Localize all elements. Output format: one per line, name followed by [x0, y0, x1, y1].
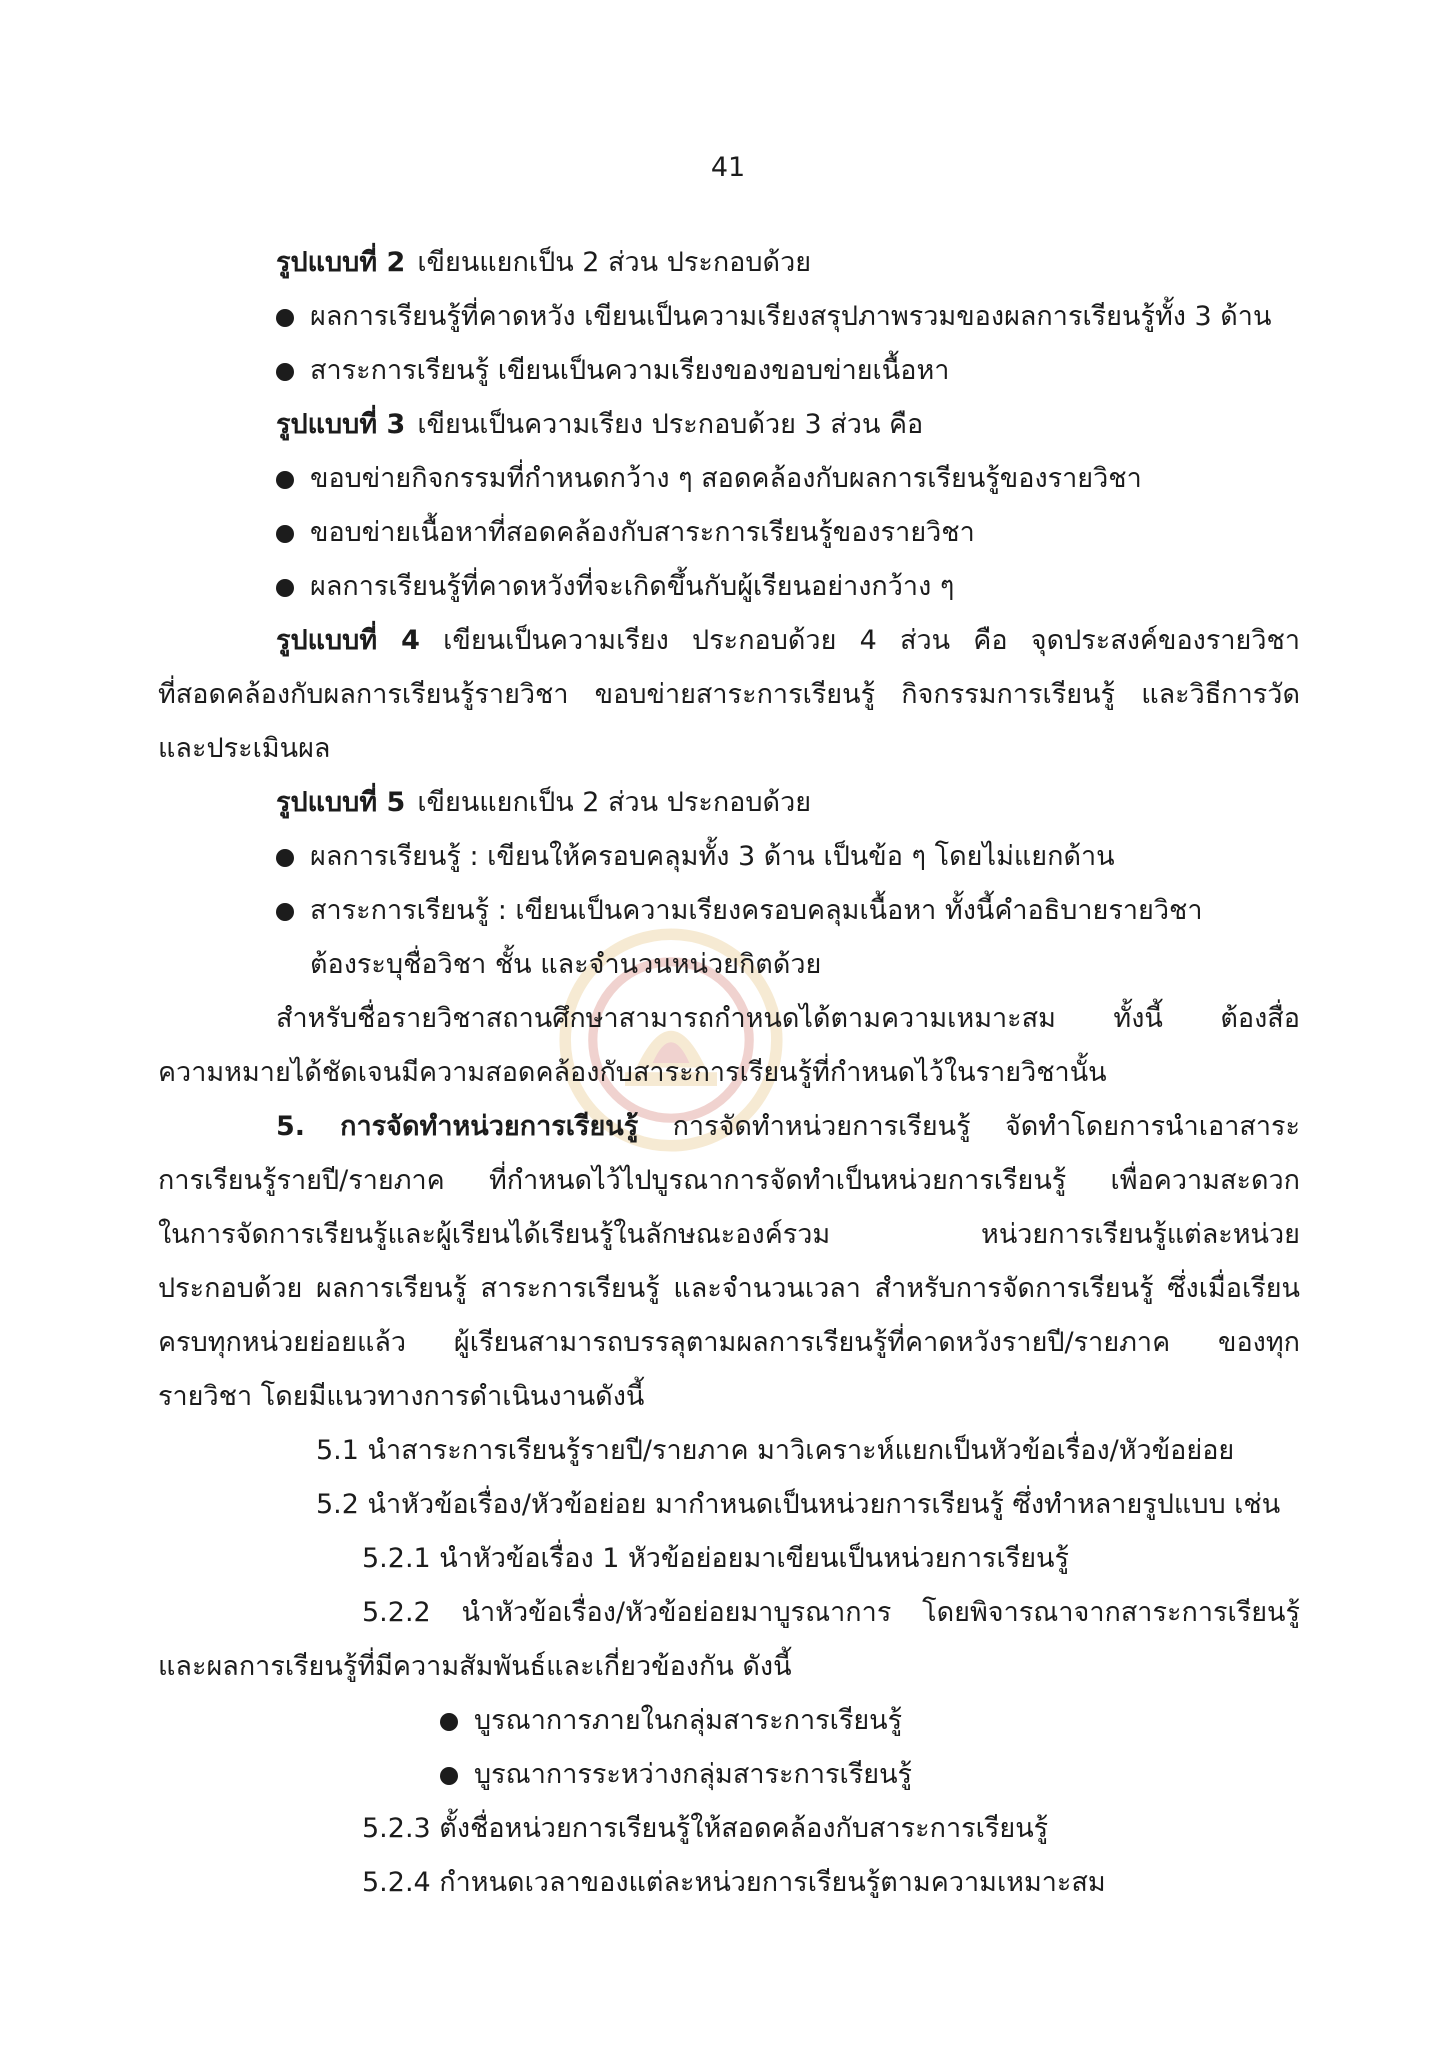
format2-text: เขียนแยกเป็น 2 ส่วน ประกอบด้วย [417, 247, 812, 278]
paragraph-text: การจัดทำหน่วยการเรียนรู้ จัดทำโดยการนำเอาสาระ [672, 1111, 1300, 1142]
bullet-text: ผลการเรียนรู้ : เขียนให้ครอบคลุมทั้ง 3 ด้าน เป็นข้อ ๆ โดยไม่แยกด้าน [310, 841, 1115, 872]
bullet-text: บูรณาการระหว่างกลุ่มสาระการเรียนรู้ [474, 1759, 913, 1790]
bullet-text: ขอบข่ายเนื้อหาที่สอดคล้องกับสาระการเรียนรู้ของรายวิชา [310, 517, 975, 548]
section5-line3: ในการจัดการเรียนรู้และผู้เรียนได้เรียนรู้ในลักษณะองค์รวม หน่วยการเรียนรู้แต่ละหน่วย [158, 1219, 1300, 1250]
bullet-text: ขอบข่ายกิจกรรมที่กำหนดกว้าง ๆ สอดคล้องกับผลการเรียนรู้ของรายวิชา [310, 463, 1142, 494]
bullet-icon [276, 471, 294, 489]
list-item [276, 567, 954, 607]
format3-text: เขียนเป็นความเรียง ประกอบด้วย 3 ส่วน คือ [417, 409, 924, 440]
bullet-icon [276, 849, 294, 867]
format4-heading: รูปแบบที่ 4 [276, 625, 420, 656]
list-item [276, 891, 1203, 931]
bullet-text: สาระการเรียนรู้ : เขียนเป็นความเรียงครอบคลุมเนื้อหา ทั้งนี้คำอธิบายรายวิชา [310, 895, 1203, 926]
format5-text: เขียนแยกเป็น 2 ส่วน ประกอบด้วย [417, 787, 812, 818]
bullet-text: บูรณาการภายในกลุ่มสาระการเรียนรู้ [474, 1705, 903, 1736]
item-5-2-4: 5.2.4 กำหนดเวลาของแต่ละหน่วยการเรียนรู้ตามความเหมาะสม [362, 1867, 1106, 1898]
section5-line6: รายวิชา โดยมีแนวทางการดำเนินงานดังนี้ [158, 1381, 645, 1412]
item-5-2: 5.2 นำหัวข้อเรื่อง/หัวข้อย่อย มากำหนดเป็นหน่วยการเรียนรู้ ซึ่งทำหลายรูปแบบ เช่น [316, 1489, 1281, 1520]
section5-line4: ประกอบด้วย ผลการเรียนรู้ สาระการเรียนรู้ และจำนวนเวลา สำหรับการจัดการเรียนรู้ ซึ่งเมื่อเรียน [158, 1273, 1300, 1304]
format3-heading: รูปแบบที่ 3 [276, 409, 406, 440]
paragraph-text: เขียนเป็นความเรียง ประกอบด้วย 4 ส่วน คือ จุดประสงค์ของรายวิชา [443, 625, 1300, 656]
format4-line1 [276, 621, 1300, 661]
item-5-2-3: 5.2.3 ตั้งชื่อหน่วยการเรียนรู้ให้สอดคล้องกับสาระการเรียนรู้ [362, 1813, 1049, 1844]
format3-line [276, 405, 923, 445]
page-number: 41 [710, 152, 746, 183]
item-5-2-2-line1: 5.2.2 นำหัวข้อเรื่อง/หัวข้อย่อยมาบูรณาการ โดยพิจารณาจากสาระการเรียนรู้ [362, 1597, 1300, 1628]
list-item [276, 837, 1115, 877]
section5-line5: ครบทุกหน่วยย่อยแล้ว ผู้เรียนสามารถบรรลุตามผลการเรียนรู้ที่คาดหวังรายปี/รายภาค ของทุก [158, 1327, 1300, 1358]
bullet-icon [276, 579, 294, 597]
course-name-line2: ความหมายได้ชัดเจนมีความสอดคล้องกับสาระการเรียนรู้ที่กำหนดไว้ในรายวิชานั้น [158, 1057, 1107, 1088]
bullet-icon [276, 309, 294, 327]
list-item [440, 1755, 912, 1795]
section5-line2: การเรียนรู้รายปี/รายภาค ที่กำหนดไว้ไปบูรณาการจัดทำเป็นหน่วยการเรียนรู้ เพื่อความสะดวก [158, 1165, 1300, 1196]
list-item [276, 297, 1271, 337]
bullet-text: ผลการเรียนรู้ที่คาดหวัง เขียนเป็นความเรียงสรุปภาพรวมของผลการเรียนรู้ทั้ง 3 ด้าน [310, 301, 1272, 332]
bullet-icon [440, 1767, 458, 1785]
bullet-icon [276, 525, 294, 543]
bullet-continuation: ต้องระบุชื่อวิชา ชั้น และจำนวนหน่วยกิตด้วย [310, 949, 822, 980]
course-name-line1: สำหรับชื่อรายวิชาสถานศึกษาสามารถกำหนดได้ตามความเหมาะสม ทั้งนี้ ต้องสื่อ [276, 1003, 1300, 1034]
format2-heading: รูปแบบที่ 2 [276, 247, 406, 278]
format2-line [276, 243, 811, 283]
item-5-2-1: 5.2.1 นำหัวข้อเรื่อง 1 หัวข้อย่อยมาเขียนเป็นหน่วยการเรียนรู้ [362, 1543, 1069, 1574]
bullet-icon [276, 363, 294, 381]
format5-heading: รูปแบบที่ 5 [276, 787, 406, 818]
item-5-2-2-line2: และผลการเรียนรู้ที่มีความสัมพันธ์และเกี่ยวข้องกัน ดังนี้ [158, 1651, 792, 1682]
bullet-icon [276, 903, 294, 921]
list-item [276, 351, 949, 391]
bullet-text: ผลการเรียนรู้ที่คาดหวังที่จะเกิดขึ้นกับผู้เรียนอย่างกว้าง ๆ [310, 571, 955, 602]
list-item [440, 1701, 902, 1741]
format5-line [276, 783, 811, 823]
item-5-1: 5.1 นำสาระการเรียนรู้รายปี/รายภาค มาวิเคราะห์แยกเป็นหัวข้อเรื่อง/หัวข้อย่อย [316, 1435, 1235, 1466]
section5-line1 [276, 1107, 1300, 1147]
list-item [276, 459, 1142, 499]
format4-line3: และประเมินผล [158, 733, 331, 764]
list-item [276, 513, 975, 553]
format4-line2: ที่สอดคล้องกับผลการเรียนรู้รายวิชา ขอบข่ายสาระการเรียนรู้ กิจกรรมการเรียนรู้ และวิธีการวัด [158, 679, 1300, 710]
bullet-icon [440, 1713, 458, 1731]
section5-heading: 5. การจัดทำหน่วยการเรียนรู้ [276, 1111, 639, 1142]
bullet-text: สาระการเรียนรู้ เขียนเป็นความเรียงของขอบข่ายเนื้อหา [310, 355, 950, 386]
